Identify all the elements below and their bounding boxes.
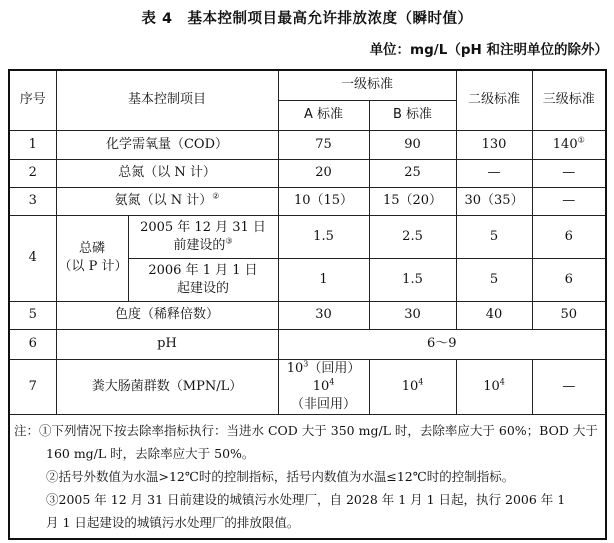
header-seq: 序号	[9, 70, 56, 130]
footnote-marker: ③	[225, 236, 233, 246]
cell-level2: 130	[456, 130, 532, 159]
row-item-sublabel: （以 P 计）	[58, 259, 128, 274]
note-3-cont: 月 1 日起建设的城镇污水处理厂的排放限值。	[46, 514, 300, 530]
value-exponent: 4	[329, 377, 335, 387]
cell-b: 1.5	[369, 258, 456, 301]
table-row	[9, 329, 606, 359]
row-item-label: 氨氮（以 N 计）	[114, 193, 213, 208]
row-no: 4	[9, 215, 56, 301]
unit-note: 单位：mg/L（pH 和注明单位的除外）	[369, 42, 608, 58]
note-1: 注：①下列情况下按去除率指标执行：当进水 COD 大于 350 mg/L 时，去除率应大于 60%；BOD 大于	[14, 422, 598, 438]
table-row	[9, 130, 606, 159]
table-row	[9, 159, 606, 187]
subitem-line2: 起建设的	[177, 280, 230, 296]
cell-b	[369, 359, 456, 414]
note-1-cont: 160 mg/L 时，去除率应大于 50%。	[46, 445, 255, 461]
row-no: 7	[9, 359, 56, 414]
row-item: 粪大肠菌群数（MPN/L）	[56, 359, 278, 414]
cell-b: 90	[369, 130, 456, 159]
subitem-line2-text: 前建设的	[173, 237, 226, 253]
notes-row	[9, 414, 606, 539]
cell-level3: —	[532, 359, 606, 414]
row-no: 6	[9, 329, 56, 359]
table-row	[9, 187, 606, 215]
cell-ph-range: 6～9	[278, 329, 606, 359]
cell-level3-value: 140	[552, 136, 578, 152]
cell-level3: 6	[532, 258, 606, 301]
table-title: 表 4 基本控制项目最高允许排放浓度（瞬时值）	[141, 11, 473, 27]
cell-b: 25	[369, 159, 456, 187]
header-level1-b: B 标准	[369, 100, 456, 130]
cell-a: 1	[278, 258, 369, 301]
value-base: 10	[483, 378, 500, 394]
row-no: 5	[9, 301, 56, 329]
cell-level3: —	[532, 187, 606, 215]
row-item: 总氮（以 N 计）	[56, 159, 278, 187]
row-no: 1	[9, 130, 56, 159]
cell-level2: 30（35）	[456, 187, 532, 215]
cell-level3: 6	[532, 215, 606, 258]
cell-level3	[532, 130, 606, 159]
row-item: 化学需氧量（COD）	[56, 130, 278, 159]
row-item	[56, 215, 128, 301]
row-item: 色度（稀释倍数）	[56, 301, 278, 329]
cell-b: 15（20）	[369, 187, 456, 215]
note-3: ③2005 年 12 月 31 日前建设的城镇污水处理厂，自 2028 年 1 月 1 日起，执行 2006 年 1	[46, 491, 566, 507]
footnote-marker: ②	[212, 191, 220, 201]
value-base: 10	[312, 378, 330, 394]
row-subitem	[128, 258, 278, 301]
table-row	[9, 359, 606, 414]
cell-a: 75	[278, 130, 369, 159]
row-item: pH	[56, 329, 278, 359]
cell-level2: 5	[456, 258, 532, 301]
cell-level2	[456, 359, 532, 414]
cell-a-reuse	[281, 360, 367, 378]
table-row	[9, 301, 606, 329]
note-2: ②括号外数值为水温>12℃时的控制指标，括号内数值为水温≤12℃时的控制指标。	[46, 468, 515, 484]
value-exponent: 3	[303, 359, 309, 369]
value-base: 10	[401, 378, 419, 394]
subitem-line2	[131, 237, 276, 255]
header-item: 基本控制项目	[56, 70, 278, 130]
row-item-label: 总磷	[78, 241, 105, 256]
cell-b: 2.5	[369, 215, 456, 258]
row-no: 3	[9, 187, 56, 215]
notes-cell	[9, 414, 606, 539]
standards-table	[8, 69, 607, 540]
cell-level3: 50	[532, 301, 606, 329]
subitem-line1: 2006 年 1 月 1 日	[148, 262, 258, 278]
row-item	[56, 187, 278, 215]
value-note: （回用）	[308, 360, 361, 376]
value-note: （非回用）	[291, 396, 357, 412]
cell-a: 10（15）	[278, 187, 369, 215]
header-level3: 三级标准	[532, 70, 606, 130]
cell-a: 20	[278, 159, 369, 187]
header-level1: 一级标准	[278, 70, 456, 100]
subitem-line1: 2005 年 12 月 31 日	[140, 219, 266, 235]
value-exponent: 4	[499, 377, 505, 387]
cell-a	[278, 359, 369, 414]
row-subitem	[128, 215, 278, 258]
header-level2: 二级标准	[456, 70, 532, 130]
footnote-marker: ①	[577, 135, 585, 145]
row-no: 2	[9, 159, 56, 187]
cell-a: 30	[278, 301, 369, 329]
table-row	[9, 215, 606, 258]
cell-b: 30	[369, 301, 456, 329]
cell-level2: 40	[456, 301, 532, 329]
header-level1-a: A 标准	[278, 100, 369, 130]
cell-level2: 5	[456, 215, 532, 258]
value-exponent: 4	[418, 377, 424, 387]
cell-a-nonreuse	[281, 378, 367, 414]
cell-level3: —	[532, 159, 606, 187]
value-base: 10	[286, 360, 304, 376]
cell-a: 1.5	[278, 215, 369, 258]
cell-level2: —	[456, 159, 532, 187]
